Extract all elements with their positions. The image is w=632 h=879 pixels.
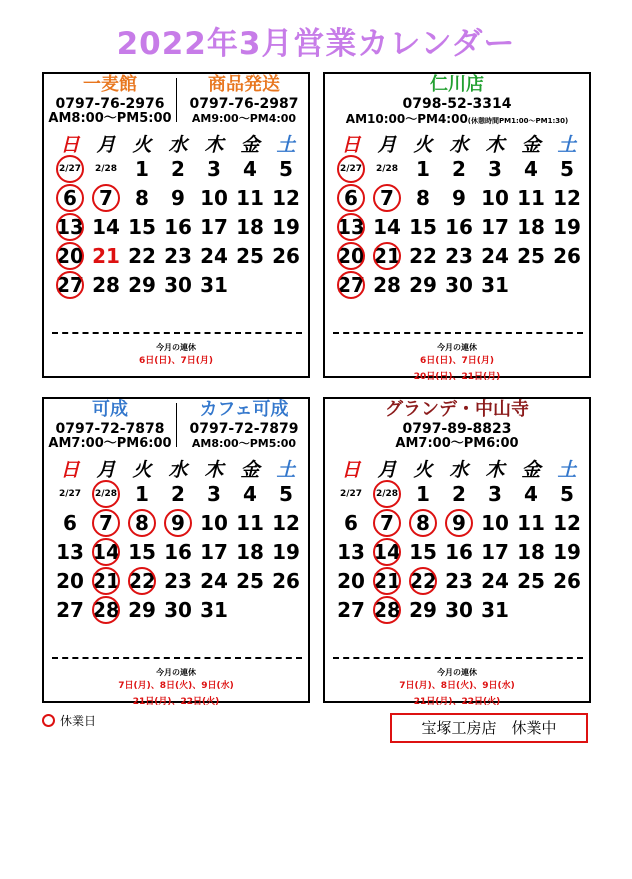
day-cell: 27 (333, 270, 369, 299)
day-cell: 27 (52, 270, 88, 299)
weekday-header (52, 455, 304, 481)
day-cell: 3 (488, 156, 502, 181)
day-cell: 18 (517, 214, 545, 239)
calendar-panel-kanari (42, 397, 310, 707)
day-cell: 17 (200, 539, 228, 564)
store-name: 一麦館 (83, 74, 137, 95)
notes-line: 7日(月)、8日(火)、9日(水) (118, 681, 234, 691)
weekday-sat: 土 (276, 459, 296, 481)
day-grid (333, 479, 585, 624)
day-grid (52, 479, 304, 624)
day-cell: 13 (56, 539, 84, 564)
weekday-thu: 木 (485, 459, 505, 481)
weekday-mon: 月 (96, 459, 116, 481)
day-cell: 28 (88, 595, 124, 624)
calendar-panel-nigawa (323, 72, 591, 382)
day-cell: 15 (128, 539, 156, 564)
closure-notes (325, 336, 589, 385)
day-cell: 21 (92, 243, 120, 268)
day-cell: 1 (135, 156, 149, 181)
day-cell: 11 (236, 510, 264, 535)
calendar-panel-ichibakukan (42, 72, 310, 378)
store-phone: 0797-72-7879 (189, 421, 299, 437)
notes-label: 今月の連休 (156, 668, 196, 677)
day-cell: 26 (272, 243, 300, 268)
day-cell: 11 (236, 185, 264, 210)
day-cell: 12 (553, 185, 581, 210)
closed-store-notice: 宝塚工房店 休業中 (390, 713, 588, 743)
day-cell: 2 (171, 156, 185, 181)
store-phone: 0798-52-3314 (402, 96, 512, 112)
weekday-wed: 水 (168, 134, 188, 156)
weekday-sat: 土 (557, 459, 577, 481)
day-cell: 1 (416, 156, 430, 181)
day-cell: 10 (481, 510, 509, 535)
header-divider (176, 78, 177, 122)
day-cell: 2 (452, 481, 466, 506)
day-cell: 28 (369, 595, 405, 624)
day-cell: 11 (517, 185, 545, 210)
weekday-wed: 水 (449, 134, 469, 156)
day-cell: 23 (445, 243, 473, 268)
day-cell: 17 (200, 214, 228, 239)
day-cell: 16 (164, 214, 192, 239)
store-name: カフェ可成 (199, 399, 289, 420)
day-cell: 18 (517, 539, 545, 564)
panel-header (325, 399, 589, 451)
day-cell: 13 (333, 212, 369, 241)
weekday-fri: 金 (240, 134, 260, 156)
day-cell: 1 (416, 481, 430, 506)
circle-icon (42, 714, 55, 727)
day-cell: 31 (481, 272, 509, 297)
notes-line: 6日(日)、7日(月) (139, 356, 213, 366)
break-time: (休憩時間PM1:00～PM1:30) (467, 117, 569, 125)
day-cell: 19 (553, 214, 581, 239)
weekday-thu: 木 (485, 134, 505, 156)
weekday-wed: 水 (168, 459, 188, 481)
day-cell: 2/28 (88, 479, 124, 508)
day-cell: 12 (553, 510, 581, 535)
weekday-header (52, 130, 304, 156)
day-cell: 22 (409, 243, 437, 268)
store-hours: AM9:00～PM4:00 (191, 112, 297, 125)
day-cell: 2/28 (369, 479, 405, 508)
day-cell: 2/27 (58, 488, 82, 499)
weekday-tue: 火 (413, 459, 433, 481)
day-cell: 30 (164, 272, 192, 297)
day-cell: 5 (279, 156, 293, 181)
day-cell: 2/28 (94, 163, 118, 174)
day-cell: 31 (481, 597, 509, 622)
store-hours: AM8:00～PM5:00 (48, 111, 172, 126)
divider (52, 332, 302, 334)
day-cell: 31 (200, 597, 228, 622)
notes-line: 6日(日)、7日(月) (420, 356, 494, 366)
day-cell: 20 (52, 241, 88, 270)
store-phone: 0797-72-7878 (55, 421, 165, 437)
day-cell: 6 (333, 183, 369, 212)
weekday-fri: 金 (521, 459, 541, 481)
panel-header (325, 74, 589, 126)
day-cell: 10 (481, 185, 509, 210)
day-cell: 7 (369, 183, 405, 212)
day-cell: 19 (272, 214, 300, 239)
day-cell: 5 (279, 481, 293, 506)
day-cell: 19 (553, 539, 581, 564)
day-cell: 8 (416, 185, 430, 210)
store-name: 可成 (92, 399, 128, 420)
day-cell: 4 (524, 156, 538, 181)
legend-label: 休業日 (60, 714, 97, 728)
day-cell: 28 (373, 272, 401, 297)
weekday-tue: 火 (132, 459, 152, 481)
day-cell: 16 (445, 539, 473, 564)
day-cell: 29 (128, 597, 156, 622)
closure-notes (44, 336, 308, 369)
day-cell: 5 (560, 156, 574, 181)
divider (333, 657, 583, 659)
day-cell: 29 (409, 597, 437, 622)
day-cell: 31 (200, 272, 228, 297)
notes-line: 20日(日)、21日(月) (413, 372, 501, 382)
day-cell: 2 (452, 156, 466, 181)
panel-header (44, 399, 308, 451)
weekday-sun: 日 (60, 459, 80, 481)
store-name: グランデ・中山寺 (385, 399, 529, 420)
header-divider (176, 403, 177, 447)
notes-line: 7日(月)、8日(火)、9日(水) (399, 681, 515, 691)
day-cell: 2/27 (333, 154, 369, 183)
day-cell: 3 (488, 481, 502, 506)
legend (42, 712, 96, 729)
day-cell: 27 (337, 597, 365, 622)
store-hours: AM7:00～PM6:00 (48, 436, 172, 451)
weekday-tue: 火 (413, 134, 433, 156)
notes-label: 今月の連休 (437, 668, 477, 677)
day-cell: 18 (236, 539, 264, 564)
day-cell: 7 (369, 508, 405, 537)
day-cell: 2 (171, 481, 185, 506)
store-name: 商品発送 (208, 74, 280, 95)
day-cell: 20 (337, 568, 365, 593)
weekday-thu: 木 (204, 134, 224, 156)
day-cell: 8 (135, 185, 149, 210)
day-cell: 3 (207, 156, 221, 181)
day-cell: 24 (200, 243, 228, 268)
weekday-tue: 火 (132, 134, 152, 156)
day-cell: 24 (481, 568, 509, 593)
day-cell: 25 (236, 243, 264, 268)
day-cell: 19 (272, 539, 300, 564)
day-cell: 7 (88, 183, 124, 212)
weekday-sat: 土 (276, 134, 296, 156)
day-cell: 8 (124, 508, 160, 537)
notes-line: 21日(月)、22日(火) (413, 697, 501, 707)
day-cell: 21 (369, 566, 405, 595)
closure-notes (44, 661, 308, 710)
store-phone: 0797-89-8823 (402, 421, 512, 437)
closure-notes (325, 661, 589, 710)
notes-line: 21日(月)、22日(火) (132, 697, 220, 707)
weekday-header (333, 130, 585, 156)
store-hours: AM8:00～PM5:00 (191, 437, 297, 450)
notes-label: 今月の連休 (437, 343, 477, 352)
day-cell: 25 (517, 243, 545, 268)
day-cell: 22 (124, 566, 160, 595)
day-cell: 22 (128, 243, 156, 268)
day-cell: 2/28 (375, 163, 399, 174)
day-cell: 30 (445, 272, 473, 297)
weekday-thu: 木 (204, 459, 224, 481)
day-cell: 17 (481, 214, 509, 239)
day-cell: 30 (445, 597, 473, 622)
day-cell: 24 (200, 568, 228, 593)
day-cell: 4 (524, 481, 538, 506)
weekday-mon: 月 (377, 459, 397, 481)
day-cell: 23 (164, 243, 192, 268)
store-hours: AM10:00～PM4:00 (345, 112, 468, 126)
weekday-header (333, 455, 585, 481)
day-grid (333, 154, 585, 299)
day-cell: 26 (272, 568, 300, 593)
day-cell: 24 (481, 243, 509, 268)
day-cell: 16 (164, 539, 192, 564)
day-cell: 26 (553, 243, 581, 268)
day-cell: 8 (405, 508, 441, 537)
notes-label: 今月の連休 (156, 343, 196, 352)
day-cell: 23 (445, 568, 473, 593)
day-cell: 9 (452, 185, 466, 210)
day-cell: 28 (92, 272, 120, 297)
day-cell: 6 (344, 510, 358, 535)
day-cell: 6 (63, 510, 77, 535)
store-hours: AM7:00～PM6:00 (395, 436, 519, 451)
day-cell: 18 (236, 214, 264, 239)
day-cell: 14 (88, 537, 124, 566)
day-cell: 6 (52, 183, 88, 212)
calendar-panel-grande-nakayamadera (323, 397, 591, 707)
day-cell: 2/27 (52, 154, 88, 183)
day-cell: 21 (369, 241, 405, 270)
weekday-mon: 月 (377, 134, 397, 156)
day-cell: 15 (409, 214, 437, 239)
day-cell: 2/27 (339, 488, 363, 499)
day-cell: 25 (517, 568, 545, 593)
day-cell: 7 (88, 508, 124, 537)
day-cell: 1 (135, 481, 149, 506)
day-cell: 14 (369, 537, 405, 566)
day-cell: 29 (128, 272, 156, 297)
day-cell: 15 (128, 214, 156, 239)
weekday-sat: 土 (557, 134, 577, 156)
day-cell: 25 (236, 568, 264, 593)
day-cell: 9 (160, 508, 196, 537)
day-cell: 4 (243, 481, 257, 506)
store-phone: 0797-76-2987 (189, 96, 299, 112)
day-cell: 26 (553, 568, 581, 593)
day-cell: 23 (164, 568, 192, 593)
weekday-fri: 金 (240, 459, 260, 481)
weekday-sun: 日 (341, 459, 361, 481)
day-cell: 11 (517, 510, 545, 535)
day-cell: 17 (481, 539, 509, 564)
day-cell: 20 (333, 241, 369, 270)
day-cell: 4 (243, 156, 257, 181)
weekday-fri: 金 (521, 134, 541, 156)
day-cell: 22 (405, 566, 441, 595)
day-cell: 15 (409, 539, 437, 564)
day-cell: 12 (272, 510, 300, 535)
day-cell: 14 (373, 214, 401, 239)
divider (52, 657, 302, 659)
day-cell: 10 (200, 510, 228, 535)
day-cell: 27 (56, 597, 84, 622)
day-cell: 20 (56, 568, 84, 593)
day-cell: 30 (164, 597, 192, 622)
weekday-sun: 日 (341, 134, 361, 156)
page-title: 2022年3月営業カレンダー (116, 26, 516, 62)
day-cell: 21 (88, 566, 124, 595)
panel-header (44, 74, 308, 126)
divider (333, 332, 583, 334)
weekday-wed: 水 (449, 459, 469, 481)
day-cell: 13 (337, 539, 365, 564)
weekday-mon: 月 (96, 134, 116, 156)
day-cell: 3 (207, 481, 221, 506)
store-phone: 0797-76-2976 (55, 96, 165, 112)
day-cell: 16 (445, 214, 473, 239)
day-grid (52, 154, 304, 299)
day-cell: 14 (92, 214, 120, 239)
day-cell: 12 (272, 185, 300, 210)
day-cell: 13 (52, 212, 88, 241)
weekday-sun: 日 (60, 134, 80, 156)
day-cell: 5 (560, 481, 574, 506)
day-cell: 9 (441, 508, 477, 537)
day-cell: 10 (200, 185, 228, 210)
day-cell: 9 (171, 185, 185, 210)
day-cell: 29 (409, 272, 437, 297)
store-name: 仁川店 (430, 74, 484, 95)
